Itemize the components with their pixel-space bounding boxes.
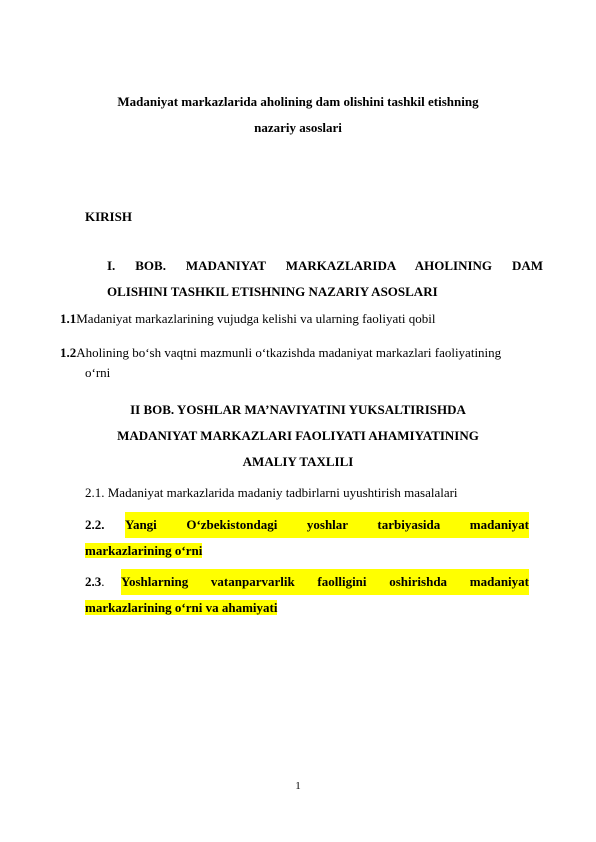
section-2-3-line-1: Yoshlarning vatanparvarlik faolligini oshirishda madaniyat (121, 569, 529, 595)
chapter-2-line-1: II BOB. YOSHLAR MA’NAVIYATINI YUKSALTIRISHDA (130, 402, 466, 417)
section-1-2-number: 1.2 (60, 345, 77, 360)
chapter-2-line-2: MADANIYAT MARKAZLARI FAOLIYATI AHAMIYATINING (117, 428, 479, 443)
section-2-2-line-2: markazlarining o‘rni (85, 543, 203, 558)
section-2-3-number-text: 2.3 (85, 574, 102, 589)
section-2-2-first-line (85, 512, 529, 538)
section-2-3 (85, 569, 529, 621)
section-2-3-first-line (85, 569, 529, 595)
section-2-3-number: 2.3. (85, 574, 105, 589)
chapter-2-line-3: AMALIY TAXLILI (242, 454, 354, 469)
section-2-3-line-2: markazlarining o‘rni va ahamiyati (85, 600, 278, 615)
intro-heading: KIRISH (85, 209, 132, 224)
section-2-2-number: 2.2. (85, 517, 105, 532)
document-title (80, 89, 516, 141)
section-1-1 (60, 306, 540, 332)
section-2-1: 2.1. Madaniyat markazlarida madaniy tadbirlarni uyushtirish masalalari (85, 485, 458, 500)
title-line-2: nazariy asoslari (254, 120, 342, 135)
section-1-2-line-2: o‘rni (85, 365, 111, 380)
chapter-1-heading (107, 253, 543, 305)
chapter-1-line-2: OLISHINI TASHKIL ETISHNING NAZARIY ASOSLARI (107, 284, 438, 299)
section-1-2 (60, 340, 550, 386)
title-line-1: Madaniyat markazlarida aholining dam olishini tashkil etishning (117, 94, 479, 109)
section-1-2-line-1: Aholining bo‘sh vaqtni mazmunli o‘tkazishda madaniyat markazlari faoliyatining (76, 345, 502, 360)
chapter-1-line-1: I. BOB. MADANIYAT MARKAZLARIDA AHOLINING DAM (107, 258, 543, 273)
page-number: 1 (295, 780, 301, 792)
section-2-2 (85, 512, 529, 564)
chapter-2-heading (80, 397, 516, 475)
section-1-1-text: Madaniyat markazlarining vujudga kelishi va ularning faoliyati qobil (76, 311, 436, 326)
section-2-2-line-1: Yangi O‘zbekistondagi yoshlar tarbiyasida madaniyat (125, 512, 529, 538)
section-1-1-number: 1.1 (60, 311, 77, 326)
